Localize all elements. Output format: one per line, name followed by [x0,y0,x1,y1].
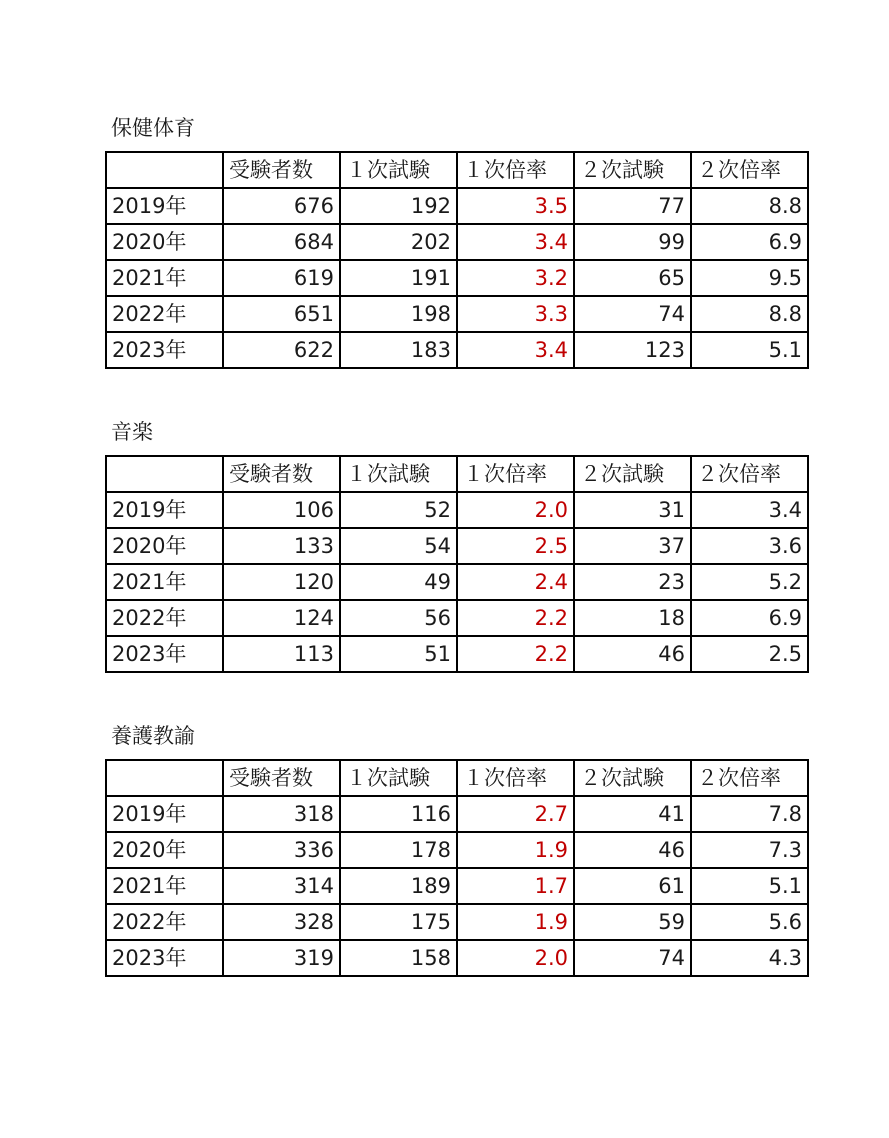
first-exam-cell: 175 [340,904,457,940]
applicants-cell: 676 [223,188,340,224]
first-ratio-cell: 2.4 [457,564,574,600]
year-cell: 2022年 [106,296,223,332]
applicants-cell: 120 [223,564,340,600]
column-header: ２次倍率 [691,152,808,188]
applicants-cell: 106 [223,492,340,528]
second-ratio-cell: 9.5 [691,260,808,296]
applicants-cell: 622 [223,332,340,368]
second-exam-cell: 37 [574,528,691,564]
second-ratio-cell: 7.8 [691,796,808,832]
column-header: １次倍率 [457,760,574,796]
first-ratio-cell: 3.4 [457,224,574,260]
stats-table [105,759,809,977]
table-header-row [106,456,808,492]
first-exam-cell: 56 [340,600,457,636]
first-exam-cell: 116 [340,796,457,832]
applicants-cell: 684 [223,224,340,260]
second-ratio-cell: 8.8 [691,188,808,224]
first-ratio-cell: 2.0 [457,940,574,976]
second-ratio-cell: 5.6 [691,904,808,940]
table-row [106,528,808,564]
second-exam-cell: 59 [574,904,691,940]
first-ratio-cell: 2.5 [457,528,574,564]
table-row [106,492,808,528]
year-cell: 2022年 [106,600,223,636]
second-exam-cell: 61 [574,868,691,904]
applicants-cell: 318 [223,796,340,832]
second-ratio-cell: 2.5 [691,636,808,672]
second-exam-cell: 41 [574,796,691,832]
year-cell: 2021年 [106,260,223,296]
second-ratio-cell: 5.2 [691,564,808,600]
first-exam-cell: 49 [340,564,457,600]
second-ratio-cell: 4.3 [691,940,808,976]
year-cell: 2020年 [106,224,223,260]
column-header: ２次倍率 [691,760,808,796]
second-exam-cell: 74 [574,940,691,976]
table-row [106,832,808,868]
table-row [106,600,808,636]
section-title: 養護教諭 [111,724,195,748]
first-ratio-cell: 2.2 [457,600,574,636]
applicants-cell: 651 [223,296,340,332]
second-exam-cell: 77 [574,188,691,224]
column-header: １次倍率 [457,456,574,492]
header-corner-cell [106,760,223,796]
first-ratio-cell: 3.3 [457,296,574,332]
table-row [106,224,808,260]
first-ratio-cell: 2.7 [457,796,574,832]
year-cell: 2023年 [106,940,223,976]
table-row [106,564,808,600]
year-cell: 2019年 [106,796,223,832]
first-exam-cell: 178 [340,832,457,868]
table-row [106,904,808,940]
first-exam-cell: 189 [340,868,457,904]
table-row [106,296,808,332]
year-cell: 2023年 [106,636,223,672]
column-header: １次試験 [340,152,457,188]
year-cell: 2021年 [106,564,223,600]
column-header: ２次試験 [574,456,691,492]
year-cell: 2020年 [106,528,223,564]
header-corner-cell [106,456,223,492]
column-header: ２次倍率 [691,456,808,492]
first-exam-cell: 202 [340,224,457,260]
second-exam-cell: 18 [574,600,691,636]
year-cell: 2019年 [106,188,223,224]
second-ratio-cell: 5.1 [691,868,808,904]
table-row [106,188,808,224]
first-ratio-cell: 3.5 [457,188,574,224]
year-cell: 2019年 [106,492,223,528]
applicants-cell: 124 [223,600,340,636]
second-exam-cell: 31 [574,492,691,528]
second-exam-cell: 46 [574,636,691,672]
year-cell: 2022年 [106,904,223,940]
section-title: 保健体育 [111,116,195,140]
second-ratio-cell: 5.1 [691,332,808,368]
applicants-cell: 328 [223,904,340,940]
first-ratio-cell: 3.4 [457,332,574,368]
column-header: ２次試験 [574,760,691,796]
first-exam-cell: 191 [340,260,457,296]
table-row [106,260,808,296]
first-exam-cell: 54 [340,528,457,564]
first-ratio-cell: 2.0 [457,492,574,528]
second-ratio-cell: 8.8 [691,296,808,332]
table-header-row [106,152,808,188]
year-cell: 2021年 [106,868,223,904]
applicants-cell: 319 [223,940,340,976]
applicants-cell: 619 [223,260,340,296]
first-ratio-cell: 1.7 [457,868,574,904]
column-header: １次試験 [340,456,457,492]
second-exam-cell: 23 [574,564,691,600]
stats-table [105,151,809,369]
first-exam-cell: 158 [340,940,457,976]
second-exam-cell: 74 [574,296,691,332]
table-row [106,796,808,832]
first-ratio-cell: 2.2 [457,636,574,672]
applicants-cell: 336 [223,832,340,868]
second-exam-cell: 46 [574,832,691,868]
applicants-cell: 314 [223,868,340,904]
first-ratio-cell: 1.9 [457,832,574,868]
first-exam-cell: 183 [340,332,457,368]
stats-table [105,455,809,673]
column-header: １次試験 [340,760,457,796]
second-ratio-cell: 6.9 [691,224,808,260]
first-ratio-cell: 3.2 [457,260,574,296]
applicants-cell: 133 [223,528,340,564]
column-header: ２次試験 [574,152,691,188]
second-ratio-cell: 3.4 [691,492,808,528]
second-ratio-cell: 3.6 [691,528,808,564]
applicants-cell: 113 [223,636,340,672]
second-ratio-cell: 7.3 [691,832,808,868]
second-exam-cell: 65 [574,260,691,296]
header-corner-cell [106,152,223,188]
first-exam-cell: 52 [340,492,457,528]
table-row [106,868,808,904]
column-header: 受験者数 [223,152,340,188]
column-header: 受験者数 [223,456,340,492]
first-exam-cell: 51 [340,636,457,672]
year-cell: 2020年 [106,832,223,868]
table-row [106,940,808,976]
table-row [106,332,808,368]
column-header: 受験者数 [223,760,340,796]
section-title: 音楽 [111,420,153,444]
table-header-row [106,760,808,796]
first-exam-cell: 198 [340,296,457,332]
second-exam-cell: 99 [574,224,691,260]
second-exam-cell: 123 [574,332,691,368]
second-ratio-cell: 6.9 [691,600,808,636]
first-ratio-cell: 1.9 [457,904,574,940]
table-row [106,636,808,672]
column-header: １次倍率 [457,152,574,188]
first-exam-cell: 192 [340,188,457,224]
year-cell: 2023年 [106,332,223,368]
